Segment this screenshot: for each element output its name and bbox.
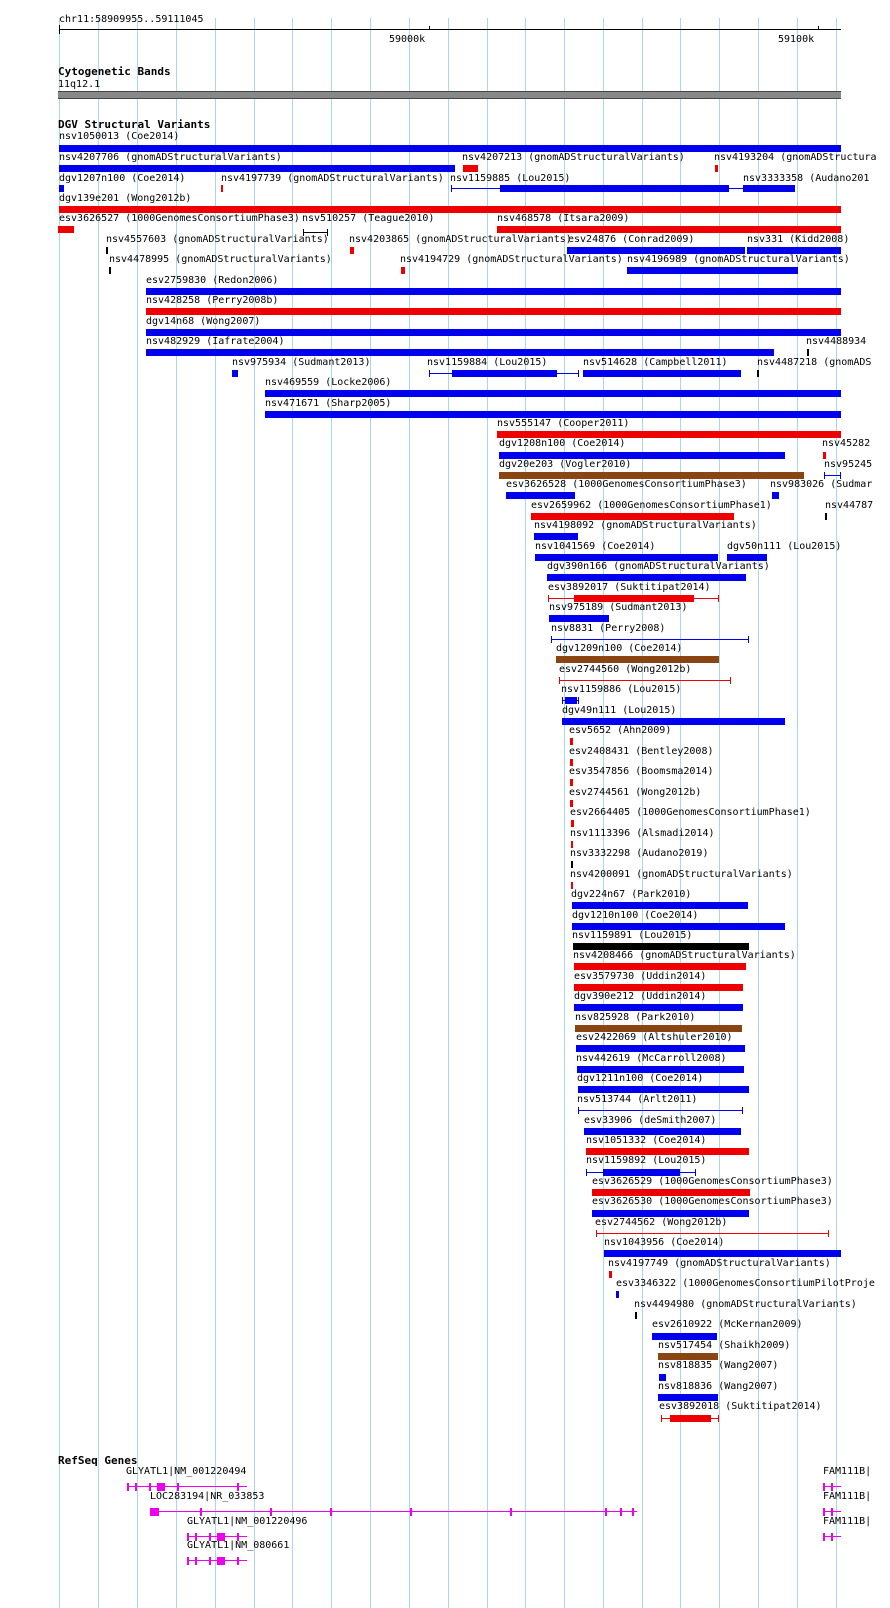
variant-label[interactable]: nsv8831 (Perry2008) bbox=[551, 623, 666, 634]
variant-bar[interactable] bbox=[659, 1374, 666, 1381]
variant-bar[interactable] bbox=[825, 513, 827, 520]
variant-label[interactable]: nsv442619 (McCarroll2008) bbox=[576, 1053, 727, 1064]
variant-bar[interactable] bbox=[497, 226, 841, 233]
variant-label[interactable]: dgv139e201 (Wong2012b) bbox=[59, 193, 192, 204]
variant-label[interactable]: nsv331 (Kidd2008) bbox=[747, 234, 850, 245]
variant-bar[interactable] bbox=[592, 1189, 750, 1196]
gene-exon[interactable] bbox=[831, 1533, 833, 1541]
variant-label[interactable]: esv2744562 (Wong2012b) bbox=[595, 1217, 728, 1228]
variant-bar[interactable] bbox=[573, 943, 749, 950]
variant-thick-block[interactable] bbox=[565, 697, 577, 704]
variant-bar[interactable] bbox=[146, 288, 841, 295]
variant-label[interactable]: esv2408431 (Bentley2008) bbox=[569, 746, 714, 757]
variant-label[interactable]: esv2744560 (Wong2012b) bbox=[559, 664, 692, 675]
variant-bar[interactable] bbox=[350, 247, 354, 254]
variant-label[interactable]: nsv4557603 (gnomADStructuralVariants) bbox=[106, 234, 329, 245]
gene-label[interactable]: GLYATL1|NM_080661 bbox=[187, 1540, 290, 1551]
variant-bar[interactable] bbox=[499, 452, 785, 459]
gene-exon[interactable] bbox=[149, 1483, 151, 1491]
variant-bar[interactable] bbox=[59, 185, 64, 192]
variant-label[interactable]: dgv20e203 (Vogler2010) bbox=[499, 459, 632, 470]
gene-label[interactable]: FAM111B| bbox=[823, 1516, 872, 1527]
variant-label[interactable]: nsv95245 bbox=[824, 459, 873, 470]
variant-label[interactable]: esv3547856 (Boomsma2014) bbox=[569, 766, 714, 777]
variant-label[interactable]: dgv1210n100 (Coe2014) bbox=[572, 910, 699, 921]
variant-label[interactable]: esv33906 (deSmith2007) bbox=[584, 1115, 717, 1126]
variant-bar[interactable] bbox=[146, 329, 841, 336]
grid-line bbox=[370, 18, 371, 1608]
variant-end-cap bbox=[586, 1169, 587, 1176]
variant-label[interactable]: nsv1159885 (Lou2015) bbox=[450, 173, 571, 184]
gene-exon[interactable] bbox=[195, 1557, 197, 1565]
variant-bar[interactable] bbox=[570, 800, 573, 807]
variant-label[interactable]: nsv4200091 (gnomADStructuralVariants) bbox=[570, 869, 793, 880]
variant-bar[interactable] bbox=[531, 513, 734, 520]
variant-bar[interactable] bbox=[578, 1086, 749, 1093]
gene-intron-line[interactable] bbox=[127, 1486, 247, 1487]
variant-bar[interactable] bbox=[556, 656, 719, 663]
ruler-tick-label: 59100k bbox=[778, 34, 815, 45]
variant-bar[interactable] bbox=[574, 984, 743, 991]
variant-bar[interactable] bbox=[635, 1312, 637, 1319]
gene-exon[interactable] bbox=[135, 1483, 137, 1491]
gene-exon[interactable] bbox=[270, 1508, 272, 1516]
variant-bar[interactable] bbox=[596, 1233, 829, 1234]
variant-label[interactable]: nsv468578 (Itsara2009) bbox=[497, 213, 630, 224]
variant-thick-block[interactable] bbox=[452, 370, 557, 377]
variant-label[interactable]: nsv513744 (Arlt2011) bbox=[577, 1094, 698, 1105]
variant-bar[interactable] bbox=[265, 390, 841, 397]
variant-bar[interactable] bbox=[584, 1128, 741, 1135]
variant-label[interactable]: nsv44787 bbox=[825, 500, 874, 511]
variant-label[interactable]: nsv4487218 (gnomADS bbox=[757, 357, 872, 368]
gene-label[interactable]: FAM111B| bbox=[823, 1466, 872, 1477]
ruler-left-end bbox=[59, 25, 60, 34]
variant-bar[interactable] bbox=[571, 882, 573, 889]
gene-exon[interactable] bbox=[154, 1508, 156, 1516]
gene-exon[interactable] bbox=[632, 1508, 634, 1516]
gene-exon[interactable] bbox=[200, 1508, 202, 1516]
variant-bar[interactable] bbox=[586, 1148, 749, 1155]
variant-label[interactable]: nsv3332298 (Audano2019) bbox=[570, 848, 709, 859]
variant-label[interactable]: esv2664405 (1000GenomesConsortiumPhase1) bbox=[570, 807, 811, 818]
variant-label[interactable]: nsv4494980 (gnomADStructuralVariants) bbox=[634, 1299, 857, 1310]
gene-exon[interactable] bbox=[157, 1483, 165, 1491]
variant-bar[interactable] bbox=[574, 963, 746, 970]
variant-bar[interactable] bbox=[592, 1210, 749, 1217]
ruler-axis[interactable] bbox=[59, 29, 841, 30]
variant-label[interactable]: nsv818835 (Wang2007) bbox=[658, 1360, 779, 1371]
variant-end-cap bbox=[828, 1230, 829, 1237]
variant-bar[interactable] bbox=[577, 1066, 744, 1073]
variant-label[interactable]: dgv1207n100 (Coe2014) bbox=[59, 173, 186, 184]
variant-end-cap bbox=[578, 1107, 579, 1114]
gene-exon[interactable] bbox=[187, 1557, 189, 1565]
variant-bar[interactable] bbox=[571, 841, 573, 848]
gene-label[interactable]: FAM111B| bbox=[823, 1491, 872, 1502]
ruler-tick bbox=[429, 26, 430, 30]
variant-label[interactable]: dgv390e212 (Uddin2014) bbox=[574, 991, 707, 1002]
variant-label[interactable]: nsv1051332 (Coe2014) bbox=[586, 1135, 707, 1146]
variant-end-cap bbox=[661, 1415, 662, 1422]
variant-label[interactable]: nsv428258 (Perry2008b) bbox=[146, 295, 279, 306]
variant-label[interactable]: esv3626528 (1000GenomesConsortiumPhase3) bbox=[506, 479, 747, 490]
variant-bar[interactable] bbox=[572, 923, 785, 930]
gene-exon[interactable] bbox=[237, 1483, 239, 1491]
gene-exon[interactable] bbox=[330, 1508, 332, 1516]
variant-label[interactable]: esv3346322 (1000GenomesConsortiumPilotProje bbox=[616, 1278, 875, 1289]
variant-bar[interactable] bbox=[652, 1333, 717, 1340]
variant-bar[interactable] bbox=[570, 759, 573, 766]
variant-label[interactable]: nsv4197749 (gnomADStructuralVariants) bbox=[608, 1258, 831, 1269]
variant-thick-block[interactable] bbox=[670, 1415, 711, 1422]
cytoband-track-title: Cytogenetic Bands bbox=[58, 65, 171, 78]
variant-end-cap bbox=[742, 1107, 743, 1114]
variant-thick-block[interactable] bbox=[603, 1169, 680, 1176]
variant-bar[interactable] bbox=[583, 370, 741, 377]
variant-bar[interactable] bbox=[463, 165, 478, 172]
variant-bar[interactable] bbox=[571, 820, 574, 827]
variant-label[interactable]: esv3579730 (Uddin2014) bbox=[574, 971, 707, 982]
variant-label[interactable]: nsv3333358 (Audano201 bbox=[743, 173, 870, 184]
variant-end-cap bbox=[578, 370, 579, 377]
refseq-track-title: RefSeq Genes bbox=[58, 1454, 138, 1467]
gene-label[interactable]: LOC283194|NR_033853 bbox=[150, 1491, 265, 1502]
variant-bar[interactable] bbox=[146, 349, 774, 356]
variant-label[interactable]: esv3626529 (1000GenomesConsortiumPhase3) bbox=[592, 1176, 833, 1187]
variant-label[interactable]: nsv4196989 (gnomADStructuralVariants) bbox=[627, 254, 850, 265]
gene-exon[interactable] bbox=[127, 1483, 129, 1491]
variant-label[interactable]: esv3892018 (Suktitipat2014) bbox=[659, 1401, 822, 1412]
variant-bar[interactable] bbox=[757, 370, 759, 377]
variant-label[interactable]: nsv4488934 bbox=[806, 336, 867, 347]
variant-label[interactable]: nsv45282 bbox=[822, 438, 871, 449]
grid-line bbox=[59, 18, 60, 1608]
variant-end-cap bbox=[748, 636, 749, 643]
variant-label[interactable]: esv5652 (Ahn2009) bbox=[569, 725, 672, 736]
variant-bar[interactable] bbox=[823, 452, 826, 459]
ruler-tick-label: 59000k bbox=[389, 34, 426, 45]
gene-exon[interactable] bbox=[510, 1508, 512, 1516]
variant-label[interactable]: nsv517454 (Shaikh2009) bbox=[658, 1340, 791, 1351]
variant-label[interactable]: nsv469559 (Locke2006) bbox=[265, 377, 392, 388]
variant-label[interactable]: nsv4203865 (gnomADStructuralVariants) bbox=[349, 234, 572, 245]
variant-label[interactable]: nsv510257 (Teague2010) bbox=[302, 213, 435, 224]
variant-bar[interactable] bbox=[609, 1271, 612, 1278]
variant-end-cap bbox=[562, 697, 563, 704]
variant-label[interactable]: nsv983026 (Sudmar bbox=[770, 479, 873, 490]
variant-label[interactable]: nsv1159884 (Lou2015) bbox=[427, 357, 548, 368]
variant-end-cap bbox=[718, 1415, 719, 1422]
variant-label[interactable]: dgv1211n100 (Coe2014) bbox=[577, 1073, 704, 1084]
variant-end-cap bbox=[695, 1169, 696, 1176]
variant-bar[interactable] bbox=[59, 206, 841, 213]
gene-exon[interactable] bbox=[410, 1508, 412, 1516]
gene-exon[interactable] bbox=[177, 1483, 179, 1491]
variant-bar[interactable] bbox=[58, 226, 74, 233]
variant-bar[interactable] bbox=[715, 165, 718, 172]
variant-label[interactable]: nsv4478995 (gnomADStructuralVariants) bbox=[109, 254, 332, 265]
variant-bar[interactable] bbox=[551, 639, 749, 640]
variant-label[interactable]: nsv1043956 (Coe2014) bbox=[604, 1237, 725, 1248]
variant-label[interactable]: esv2744561 (Wong2012b) bbox=[569, 787, 702, 798]
variant-label[interactable]: nsv975934 (Sudmant2013) bbox=[232, 357, 371, 368]
variant-end-cap bbox=[451, 185, 452, 192]
variant-label[interactable]: nsv4208466 (gnomADStructuralVariants) bbox=[573, 950, 796, 961]
variant-bar[interactable] bbox=[567, 247, 745, 254]
variant-label[interactable]: nsv4198092 (gnomADStructuralVariants) bbox=[534, 520, 757, 531]
variant-label[interactable]: dgv14n68 (Wong2007) bbox=[146, 316, 261, 327]
variant-bar[interactable] bbox=[604, 1250, 841, 1257]
variant-label[interactable]: nsv471671 (Sharp2005) bbox=[265, 398, 392, 409]
variant-bar[interactable] bbox=[303, 232, 328, 233]
variant-label[interactable]: dgv49n111 (Lou2015) bbox=[562, 705, 677, 716]
variant-bar[interactable] bbox=[727, 554, 767, 561]
variant-bar[interactable] bbox=[658, 1394, 718, 1401]
gene-exon[interactable] bbox=[823, 1483, 825, 1491]
variant-end-cap bbox=[559, 677, 560, 684]
variant-label[interactable]: nsv1050013 (Coe2014) bbox=[59, 131, 180, 142]
variant-bar[interactable] bbox=[575, 1025, 742, 1032]
variant-label[interactable]: nsv514628 (Campbell2011) bbox=[583, 357, 728, 368]
variant-bar[interactable] bbox=[807, 349, 809, 356]
variant-bar[interactable] bbox=[578, 1110, 743, 1111]
variant-bar[interactable] bbox=[570, 779, 573, 786]
gene-exon[interactable] bbox=[209, 1557, 211, 1565]
variant-label[interactable]: nsv1159891 (Lou2015) bbox=[572, 930, 693, 941]
variant-bar[interactable] bbox=[747, 247, 841, 254]
variant-bar[interactable] bbox=[574, 1004, 743, 1011]
variant-bar[interactable] bbox=[570, 738, 573, 745]
variant-end-cap bbox=[596, 1230, 597, 1237]
grid-line bbox=[98, 18, 99, 1608]
variant-bar[interactable] bbox=[109, 267, 111, 274]
variant-label[interactable]: esv3626530 (1000GenomesConsortiumPhase3) bbox=[592, 1196, 833, 1207]
variant-bar[interactable] bbox=[824, 475, 841, 476]
variant-label[interactable]: nsv1159892 (Lou2015) bbox=[586, 1155, 707, 1166]
variant-label[interactable]: nsv4193204 (gnomADStructura bbox=[714, 152, 877, 163]
variant-bar[interactable] bbox=[549, 615, 609, 622]
variant-bar[interactable] bbox=[232, 370, 238, 377]
variant-label[interactable]: nsv4194729 (gnomADStructuralVariants) bbox=[400, 254, 623, 265]
gene-exon[interactable] bbox=[831, 1508, 833, 1516]
variant-label[interactable]: dgv1209n100 (Coe2014) bbox=[556, 643, 683, 654]
variant-label[interactable]: dgv224n67 (Park2010) bbox=[571, 889, 692, 900]
variant-bar[interactable] bbox=[59, 145, 841, 152]
gene-exon[interactable] bbox=[605, 1508, 607, 1516]
gene-exon[interactable] bbox=[823, 1533, 825, 1541]
variant-bar[interactable] bbox=[59, 165, 455, 172]
gene-intron-line[interactable] bbox=[150, 1511, 637, 1512]
variant-bar[interactable] bbox=[562, 718, 785, 725]
variant-label[interactable]: nsv482929 (Iafrate2004) bbox=[146, 336, 285, 347]
variant-label[interactable]: nsv975189 (Sudmant2013) bbox=[549, 602, 688, 613]
variant-bar[interactable] bbox=[627, 267, 798, 274]
variant-bar[interactable] bbox=[559, 680, 731, 681]
variant-bar[interactable] bbox=[576, 1045, 745, 1052]
dgv-track-title: DGV Structural Variants bbox=[58, 118, 211, 131]
gene-exon[interactable] bbox=[237, 1557, 239, 1565]
variant-end-cap bbox=[718, 595, 719, 602]
variant-label[interactable]: esv2759830 (Redon2006) bbox=[146, 275, 279, 286]
variant-label[interactable]: dgv1208n100 (Coe2014) bbox=[499, 438, 626, 449]
variant-label[interactable]: esv2610922 (McKernan2009) bbox=[652, 1319, 803, 1330]
variant-bar[interactable] bbox=[547, 574, 746, 581]
variant-label[interactable]: nsv555147 (Cooper2011) bbox=[497, 418, 630, 429]
variant-label[interactable]: nsv1113396 (Alsmadi2014) bbox=[570, 828, 715, 839]
variant-bar[interactable] bbox=[106, 247, 108, 254]
variant-label[interactable]: nsv4207213 (gnomADStructuralVariants) bbox=[462, 152, 685, 163]
variant-bar[interactable] bbox=[265, 411, 841, 418]
variant-label[interactable]: nsv4197739 (gnomADStructuralVariants) bbox=[221, 173, 444, 184]
gene-exon[interactable] bbox=[831, 1483, 833, 1491]
gene-exon[interactable] bbox=[217, 1557, 225, 1565]
variant-end-cap bbox=[824, 472, 825, 479]
variant-bar[interactable] bbox=[499, 472, 804, 479]
variant-thick-block[interactable] bbox=[500, 185, 729, 192]
variant-end-cap bbox=[429, 370, 430, 377]
variant-bar[interactable] bbox=[146, 308, 841, 315]
variant-label[interactable]: esv3626527 (1000GenomesConsortiumPhase3) bbox=[59, 213, 300, 224]
gene-label[interactable]: GLYATL1|NM_001220496 bbox=[187, 1516, 308, 1527]
variant-bar[interactable] bbox=[571, 861, 573, 868]
variant-bar[interactable] bbox=[616, 1291, 619, 1298]
variant-label[interactable]: nsv818836 (Wang2007) bbox=[658, 1381, 779, 1392]
variant-label[interactable]: dgv390n166 (gnomADStructuralVariants) bbox=[547, 561, 770, 572]
cytoband-bar[interactable] bbox=[58, 91, 841, 99]
variant-bar[interactable] bbox=[535, 554, 718, 561]
variant-label[interactable]: esv3892017 (Suktitipat2014) bbox=[548, 582, 711, 593]
variant-end-cap bbox=[730, 677, 731, 684]
variant-bar[interactable] bbox=[534, 533, 578, 540]
variant-bar[interactable] bbox=[572, 902, 748, 909]
variant-label[interactable]: esv2422069 (Altshuler2010) bbox=[576, 1032, 733, 1043]
variant-end-cap bbox=[548, 595, 549, 602]
variant-label[interactable]: nsv1041569 (Coe2014) bbox=[535, 541, 656, 552]
location-label: chr11:58909955..59111045 bbox=[59, 14, 204, 25]
variant-bar[interactable] bbox=[497, 431, 841, 438]
variant-bar[interactable] bbox=[658, 1353, 718, 1360]
gene-exon[interactable] bbox=[823, 1508, 825, 1516]
variant-label[interactable]: nsv1159886 (Lou2015) bbox=[561, 684, 682, 695]
variant-label[interactable]: nsv825928 (Park2010) bbox=[575, 1012, 696, 1023]
variant-bar[interactable] bbox=[772, 492, 779, 499]
cytoband-label: 11q12.1 bbox=[58, 79, 101, 90]
variant-end-cap bbox=[840, 472, 841, 479]
variant-end-cap bbox=[578, 697, 579, 704]
ruler-tick bbox=[818, 26, 819, 30]
gene-label[interactable]: GLYATL1|NM_001220494 bbox=[126, 1466, 247, 1477]
variant-bar[interactable] bbox=[401, 267, 405, 274]
variant-bar[interactable] bbox=[506, 492, 575, 499]
variant-end-cap bbox=[551, 636, 552, 643]
variant-thick-block[interactable] bbox=[574, 595, 694, 602]
variant-bar[interactable] bbox=[221, 185, 223, 192]
variant-label[interactable]: esv2659962 (1000GenomesConsortiumPhase1) bbox=[531, 500, 772, 511]
variant-label[interactable]: dgv50n111 (Lou2015) bbox=[727, 541, 842, 552]
variant-label[interactable]: nsv4207706 (gnomADStructuralVariants) bbox=[59, 152, 282, 163]
variant-bar[interactable] bbox=[743, 185, 795, 192]
variant-label[interactable]: esv24876 (Conrad2009) bbox=[568, 234, 695, 245]
gene-exon[interactable] bbox=[620, 1508, 622, 1516]
